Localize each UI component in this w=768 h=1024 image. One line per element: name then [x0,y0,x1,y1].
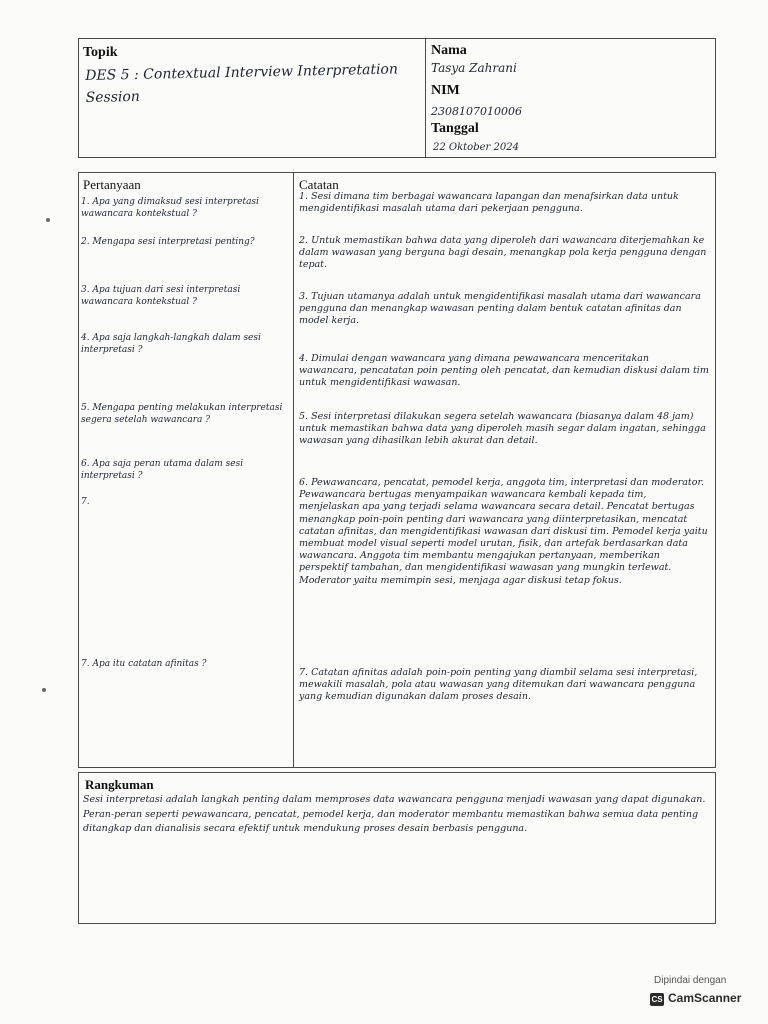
qa-divider [293,173,294,767]
note-item: 2. Untuk memastikan bahwa data yang diperoleh dari wawancara diterjemahkan ke dalam wawasan yang berguna bagi desain, menangkap pola kerja pengguna dengan tepat. [299,235,707,271]
note-item: 7. Catatan afinitas adalah poin-poin penting yang diambil selama sesi interpretasi, mewakili masalah, pola atau wawasan yang ditemukan dari wawancara pengguna yang kemudian digunakan dalam proses desain. [299,667,698,703]
question-item: 1. Apa yang dimaksud sesi interpretasi wawancara kontekstual ? [81,197,259,219]
camscanner-logo-icon: CS [651,995,663,1004]
question-item: 6. Apa saja peran utama dalam sesi interpretasi ? [81,459,244,481]
note-item: 6. Pewawancara, pencatat, pemodel kerja, anggota tim, interpretasi dan moderator. Pewawancara bertugas menyampaikan wawancara kembali kepada tim, menjelaskan apa yang terjadi selama wawancara secara detail. Pencatat bertugas menangkap poin-poin penting dari wawancara yang diinterpretasikan, mencatat catatan afinitas, dan mengidentifikasi wawasan dari diskusi tim. Pemodel kerja yaitu membuat model visual seperti model urutan, fisik, dan artefak berdasarkan data wawancara. Anggota tim membantu mengajukan pertanyaan, memberikan perspektif tambahan, dan mengidentifikasi wawasan yang mungkin terlewat. Moderator yaitu memimpin sesi, menjaga agar diskusi tetap fokus. [299,477,708,586]
name-label: Nama [431,43,467,58]
nim-value: 2308107010006 [431,105,522,118]
note-item: 5. Sesi interpretasi dilakukan segera setelah wawancara (biasanya dalam 48 jam) untuk memastikan bahwa data yang diperoleh masih segar dalam ingatan, sehingga wawasan yang dihasilkan lebih akurat dan detail. [299,411,706,447]
scan-speck [46,218,50,222]
scan-speck [42,688,46,692]
scanner-caption: Dipindai dengan [654,975,727,986]
date-label: Tanggal [431,121,479,136]
questions-header: Pertanyaan [83,177,141,192]
question-item: 2. Mengapa sesi interpretasi penting? [81,237,255,247]
camscanner-watermark [646,975,756,1013]
nim-label: NIM [431,83,460,98]
topic-value: DES 5 : Contextual Interview Interpretation Session [85,61,399,106]
note-item: 1. Sesi dimana tim berbagai wawancara lapangan dan menafsirkan data untuk mengidentifikasi masalah utama dari pekerjaan pengguna. [299,191,679,215]
summary-box [78,772,716,924]
question-item: 7. [81,497,90,507]
question-item: 3. Apa tujuan dari sesi interpretasi wawancara kontekstual ? [81,285,241,307]
topic-label: Topik [83,45,118,60]
name-value: Tasya Zahrani [431,61,517,75]
qa-table [78,172,716,768]
question-item: 5. Mengapa penting melakukan interpretasi segera setelah wawancara ? [81,403,283,425]
question-item: 7. Apa itu catatan afinitas ? [81,659,207,669]
header-divider [425,39,426,157]
scanner-brand: CamScanner [668,991,742,1005]
notes-header: Catatan [299,177,339,192]
note-item: 4. Dimulai dengan wawancara yang dimana pewawancara menceritakan wawancara, pencatatan poin penting oleh pencatat, dan kemudian diskusi dalam tim untuk mengidentifikasi wawasan. [299,353,709,389]
question-item: 4. Apa saja langkah-langkah dalam sesi interpretasi ? [81,333,261,355]
date-value: 22 Oktober 2024 [433,142,519,153]
note-item: 3. Tujuan utamanya adalah untuk mengidentifikasi masalah utama dari wawancara pengguna dan menangkap wawasan penting dalam bentuk catatan afinitas dan model kerja. [299,291,701,327]
header-table [78,38,716,158]
summary-text: Sesi interpretasi adalah langkah penting dalam memproses data wawancara pengguna menjadi wawasan yang dapat digunakan. Peran-peran seperti pewawancara, pencatat, pemodel kerja, dan moderator membantu memastikan bahwa semua data penting ditangkap dan dianalisis secara efektif untuk mendukung proses desain berbasis pengguna. [83,794,706,834]
summary-title: Rangkuman [85,777,154,792]
